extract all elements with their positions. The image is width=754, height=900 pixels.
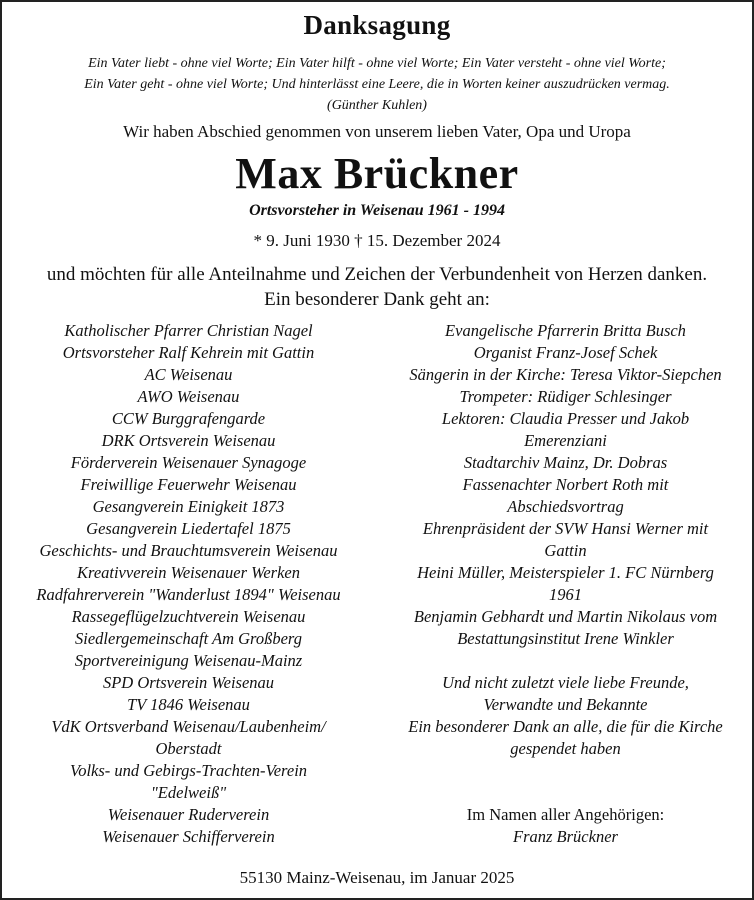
list-item: Oberstadt [155,739,222,758]
list-item: "Edelweiß" [150,783,227,802]
list-item: Katholischer Pfarrer Christian Nagel [64,321,313,340]
list-item: Freiwillige Feuerwehr Weisenau [80,475,297,494]
list-item: Heini Müller, Meisterspieler 1. FC Nürnberg [417,563,714,582]
list-item: Geschichts- und Brauchtumsverein Weisenau [39,541,338,560]
list-item: Bestattungsinstitut Irene Winkler [457,629,674,648]
list-item: 1961 [549,585,582,604]
list-item [377,760,754,782]
list-item: Benjamin Gebhardt und Martin Nikolaus vom [413,607,718,626]
list-item: gespendet haben [510,739,621,758]
list-item: Emerenziani [524,431,607,450]
list-item: Fassenachter Norbert Roth mit [462,475,669,494]
list-item: AWO Weisenau [137,387,240,406]
list-item: VdK Ortsverband Weisenau/Laubenheim/ [51,717,326,736]
list-item: Im Namen aller Angehörigen: [466,805,665,824]
list-item: Radfahrerverein "Wanderlust 1894" Weisenau [36,585,341,604]
list-item: Siedlergemeinschaft Am Großberg [75,629,302,648]
thanks-line-1: und möchten für alle Anteilnahme und Zeichen der Verbundenheit von Herzen danken. [46,264,708,285]
list-item: DRK Ortsverein Weisenau [101,431,276,450]
list-item: Rassegeflügelzuchtverein Weisenau [71,607,306,626]
list-item: Volks- und Gebirgs-Trachten-Verein [69,761,308,780]
list-item: CCW Burggrafengarde [111,409,266,428]
list-item [377,782,754,804]
list-item [377,650,754,672]
list-item: Evangelische Pfarrerin Britta Busch [445,321,686,340]
list-item: Abschiedsvortrag [507,497,624,516]
list-item: Sängerin in der Kirche: Teresa Viktor-Siepchen [409,365,722,384]
list-item: Und nicht zuletzt viele liebe Freunde, [442,673,689,692]
list-item: Trompeter: Rüdiger Schlesinger [459,387,672,406]
list-item: Organist Franz-Josef Schek [473,343,658,362]
list-item: Sportvereinigung Weisenau-Mainz [74,651,303,670]
list-item: SPD Ortsverein Weisenau [102,673,275,692]
list-item: Verwandte und Bekannte [483,695,648,714]
quote-line-1: Ein Vater liebt - ohne viel Worte; Ein Vater hilft - ohne viel Worte; Ein Vater versteht - ohne viel Worte; [88,56,666,71]
list-item: Lektoren: Claudia Presser und Jakob [441,409,690,428]
thanks-list-left [0,320,377,848]
list-item: Gattin [544,541,587,560]
list-item: Ortsvorsteher Ralf Kehrein mit Gattin [62,343,315,362]
quote-author: (Günther Kuhlen) [327,98,427,113]
list-item: TV 1846 Weisenau [127,695,250,714]
list-item: Förderverein Weisenauer Synagoge [70,453,307,472]
list-item: Franz Brückner [513,827,618,846]
intro-text: Wir haben Abschied genommen von unserem lieben Vater, Opa und Uropa [123,122,631,141]
list-item: Gesangverein Einigkeit 1873 [92,497,285,516]
list-item: Gesangverein Liedertafel 1875 [86,519,291,538]
list-item: Stadtarchiv Mainz, Dr. Dobras [463,453,668,472]
list-item: Weisenauer Schifferverein [102,827,275,846]
list-item: Ein besonderer Dank an alle, die für die Kirche [408,717,723,736]
quote-line-2: Ein Vater geht - ohne viel Worte; Und hinterlässt eine Leere, die in Worten keiner auszudrücken vermag. [84,77,670,92]
deceased-name: Max Brückner [235,149,519,198]
life-dates: * 9. Juni 1930 † 15. Dezember 2024 [253,231,501,250]
thanks-line-2: Ein besonderer Dank geht an: [264,289,490,310]
thanks-list-right [377,320,754,848]
list-item: AC Weisenau [144,365,233,384]
list-item: Weisenauer Ruderverein [107,805,270,824]
list-item: Ehrenpräsident der SVW Hansi Werner mit [422,519,709,538]
notice-title: Danksagung [303,10,451,40]
list-item: Kreativverein Weisenauer Werken [77,563,300,582]
place-date: 55130 Mainz-Weisenau, im Januar 2025 [239,868,515,887]
deceased-role: Ortsvorsteher in Weisenau 1961 - 1994 [249,202,505,219]
